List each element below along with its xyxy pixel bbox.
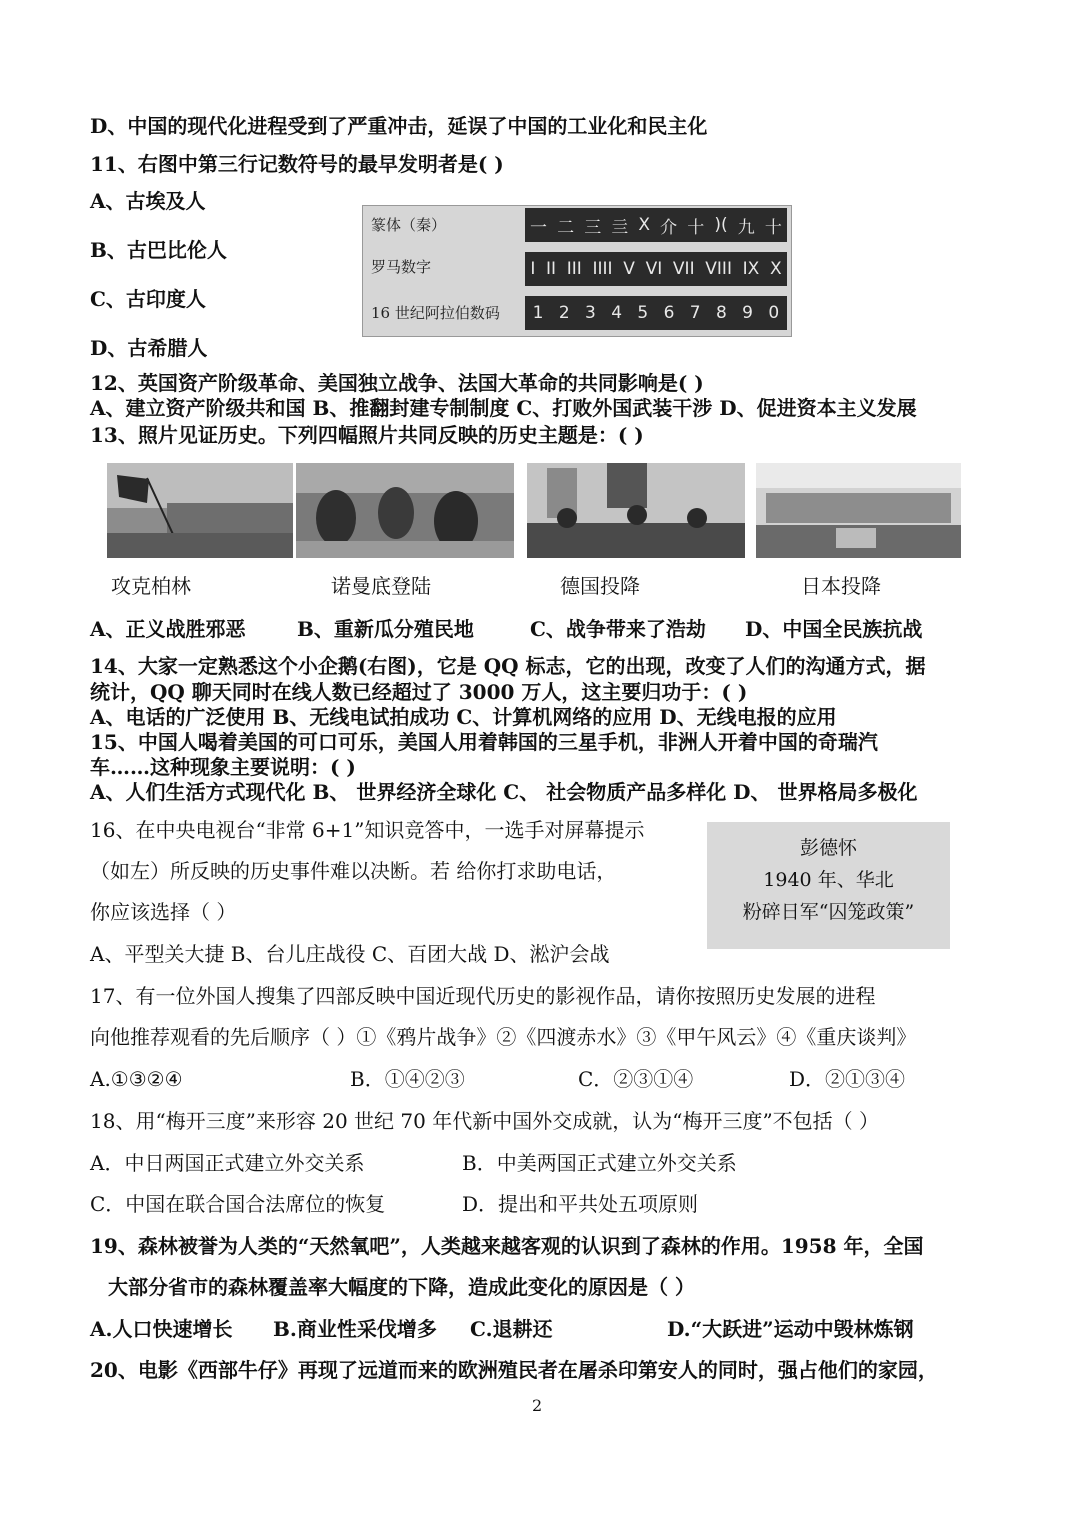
q14-stem-line1: 14、大家一定熟悉这个小企鹅(右图)，它是 QQ 标志，它的出现，改变了人们的沟通方式，据 — [90, 654, 926, 678]
q15-stem-line1: 15、中国人喝着美国的可口可乐，美国人用着韩国的三星手机，非洲人开着中国的奇瑞汽 — [90, 730, 878, 754]
hint-line-year-place: 1940 年、华北 — [763, 869, 894, 891]
photo-germany-surrender-graphic — [527, 463, 745, 558]
page-number: 2 — [532, 1396, 543, 1415]
q16-stem-line3: 你应该选择（ ） — [90, 900, 237, 924]
hint-box — [707, 822, 950, 949]
photo-caption-germany-surrender: 德国投降 — [560, 574, 640, 598]
q18-stem: 18、用“梅开三度”来形容 20 世纪 70 年代新中国外交成就，认为“梅开三度”不包括（ ） — [90, 1109, 880, 1133]
hint-line-event: 粉碎日军“囚笼政策” — [742, 901, 915, 923]
hint-line-person: 彭德怀 — [799, 837, 857, 859]
q17-option-a: A.①③②④ — [90, 1067, 183, 1091]
photo-capture-berlin-graphic — [107, 463, 293, 558]
q18-option-a: A．中日两国正式建立外交关系 — [90, 1151, 365, 1175]
q14-stem-line2: 统计，QQ 聊天同时在线人数已经超过了 3000 万人，这主要归功于：( ) — [90, 680, 748, 704]
q17-stem-line2: 向他推荐观看的先后顺序（ ）①《鸦片战争》②《四渡赤水》③《甲午风云》④《重庆谈判》 — [90, 1025, 917, 1049]
q14-options: A、电话的广泛使用 B、无线电试拍成功 C、计算机网络的应用 D、无线电报的应用 — [90, 705, 837, 729]
q11-option-a: A、古埃及人 — [90, 189, 206, 213]
numeral-row-label-roman: 罗马数字 — [371, 258, 432, 276]
q15-options: A、人们生活方式现代化 B、 世界经济全球化 C、 社会物质产品多样化 D、 世界格局多极化 — [90, 780, 918, 804]
seal-glyph-row: 一 二 三 亖 X 介 十 )( 九 十 — [525, 208, 787, 242]
q12-options: A、建立资产阶级共和国 B、推翻封建专制制度 C、打败外国武装干涉 D、促进资本主义发展 — [90, 396, 917, 420]
photo-caption-capture-berlin: 攻克柏林 — [111, 574, 191, 598]
q19-option-a: A.人口快速增长 — [90, 1317, 233, 1341]
q18-option-c: C．中国在联合国合法席位的恢复 — [90, 1192, 386, 1216]
q11-option-c: C、古印度人 — [90, 287, 206, 311]
numeral-table-image — [362, 205, 792, 337]
q11-option-b: B、古巴比伦人 — [90, 238, 227, 262]
photo-normandy-landing — [296, 463, 514, 558]
q13-option-a: A、正义战胜邪恶 — [90, 617, 246, 641]
q11-option-d: D、古希腊人 — [90, 336, 208, 360]
photo-caption-japan-surrender: 日本投降 — [801, 574, 881, 598]
q18-option-b: B．中美两国正式建立外交关系 — [462, 1151, 737, 1175]
q11-stem: 11、右图中第三行记数符号的最早发明者是( ) — [90, 152, 504, 176]
q15-stem-line2: 车……这种现象主要说明：( ) — [90, 755, 356, 779]
numeral-row-label-seal: 篆体（秦） — [371, 216, 447, 234]
q17-option-b: B．①④②③ — [350, 1067, 465, 1091]
photo-japan-surrender-graphic — [756, 463, 961, 558]
arabic-glyph-row: 1 2 3 4 5 6 7 8 9 0 — [525, 296, 787, 330]
q17-stem-line1: 17、有一位外国人搜集了四部反映中国近现代历史的影视作品，请你按照历史发展的进程 — [90, 984, 876, 1008]
photo-germany-surrender — [527, 463, 745, 558]
photo-caption-normandy: 诺曼底登陆 — [331, 574, 431, 598]
q20-stem: 20、电影《西部牛仔》再现了远道而来的欧洲殖民者在屠杀印第安人的同时，强占他们的家园， — [90, 1358, 938, 1382]
q16-stem-line2: （如左）所反映的历史事件难以决断。若 给你打求助电话， — [90, 859, 617, 883]
q18-option-d: D．提出和平共处五项原则 — [462, 1192, 699, 1216]
photo-japan-surrender — [756, 463, 961, 558]
q13-stem: 13、照片见证历史。下列四幅照片共同反映的历史主题是：( ) — [90, 423, 644, 447]
roman-glyph-row: I II III IIII V VI VII VIII IX X — [525, 252, 787, 286]
q19-option-d: D.“大跃进”运动中毁林炼钢 — [667, 1317, 914, 1341]
q16-stem-line1: 16、在中央电视台“非常 6+1”知识竞答中，一选手对屏幕提示 — [90, 818, 645, 842]
numeral-row-label-arabic: 16 世纪阿拉伯数码 — [371, 304, 500, 322]
q13-option-c: C、战争带来了浩劫 — [530, 617, 706, 641]
q19-option-c: C.退耕还 — [470, 1317, 553, 1341]
q13-option-d: D、中国全民族抗战 — [745, 617, 923, 641]
photo-capture-berlin — [107, 463, 293, 558]
q13-option-b: B、重新瓜分殖民地 — [297, 617, 474, 641]
q19-stem-line1: 19、森林被誉为人类的“天然氧吧”，人类越来越客观的认识到了森林的作用。1958 年，全国 — [90, 1234, 924, 1258]
q12-stem: 12、英国资产阶级革命、美国独立战争、法国大革命的共同影响是( ) — [90, 371, 704, 395]
q19-stem-line2: 大部分省市的森林覆盖率大幅度的下降，造成此变化的原因是（ ） — [108, 1275, 695, 1299]
q17-option-c: C．②③①④ — [578, 1067, 694, 1091]
photo-normandy-landing-graphic — [296, 463, 514, 558]
q10-option-d: D、中国的现代化进程受到了严重冲击，延误了中国的工业化和民主化 — [90, 114, 708, 138]
q17-option-d: D．②①③④ — [789, 1067, 906, 1091]
q16-options: A、平型关大捷 B、台儿庄战役 C、百团大战 D、淞沪会战 — [90, 942, 610, 966]
q19-option-b: B.商业性采伐增多 — [273, 1317, 437, 1341]
